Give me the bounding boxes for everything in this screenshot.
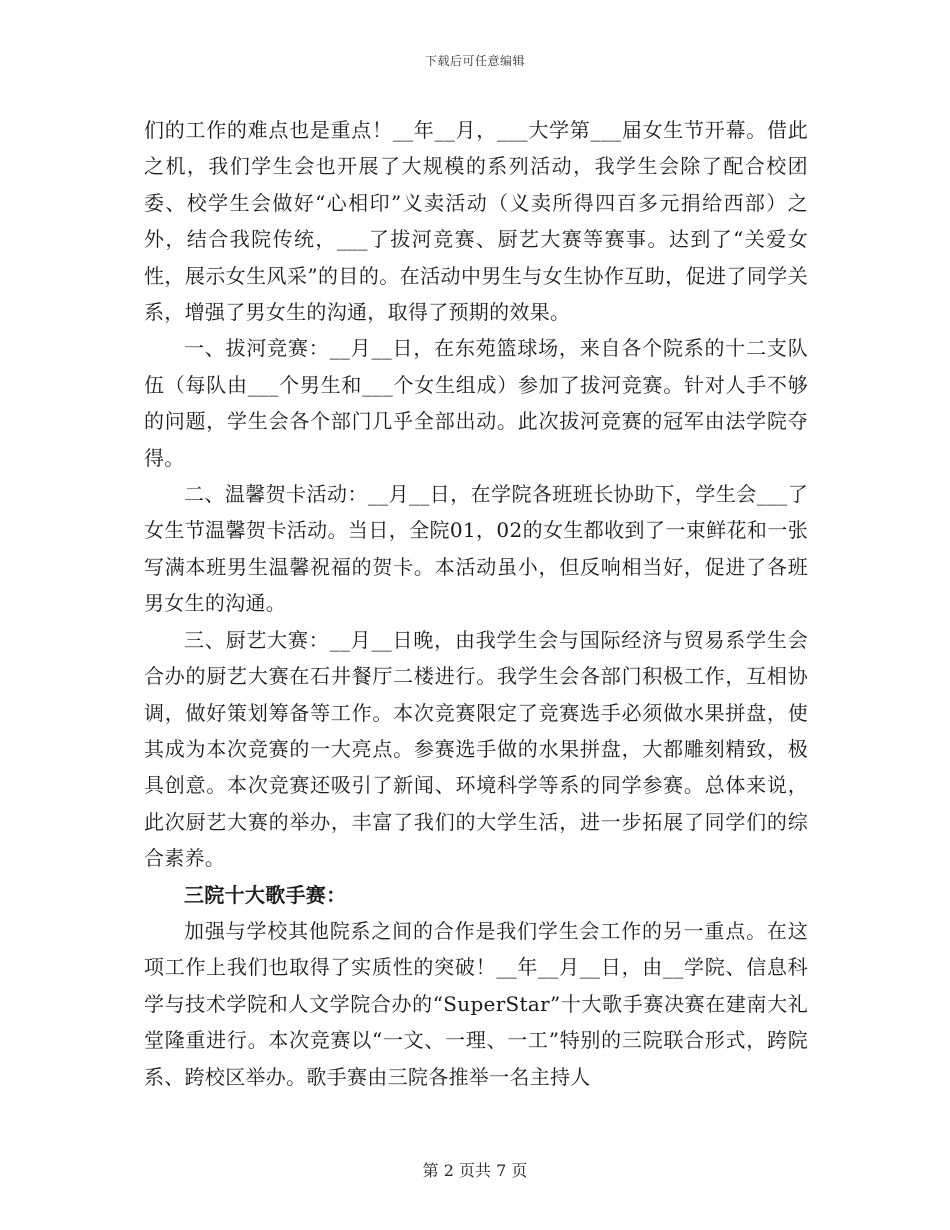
section-heading-singer-contest: 三院十大歌手赛： [184, 882, 347, 907]
paragraph-singer-contest: 加强与学校其他院系之间的合作是我们学生会工作的另一重点。在这项工作上我们也取得了实质性的突破！__年__月__日，由__学院、信息科学与技术学院和人文学院合办的“SuperStar”十大歌手赛决赛在建南大礼堂隆重进行。本次竞赛以“一文、一理、一工”特别的三院联合形式，跨院系、跨校区举办。歌手赛由三院各推举一名主持人 [144, 918, 808, 1089]
page-header: 下载后可任意编辑 [424, 54, 525, 68]
paragraph-cooking-contest: 三、厨艺大赛：__月__日晚，由我学生会与国际经济与贸易系学生会合办的厨艺大赛在石井餐厅二楼进行。我学生会各部门积极工作，互相协调，做好策划筹备等工作。本次竞赛限定了竞赛选手必须做水果拼盘，使其成为本次竞赛的一大亮点。参赛选手做的水果拼盘，大都雕刻精致，极具创意。本次竞赛还吸引了新闻、环境科学等系的同学参赛。总体来说，此次厨艺大赛的举办，丰富了我们的大学生活，进一步拓展了同学们的综合素养。 [144, 627, 808, 871]
paragraph-tug-of-war: 一、拔河竞赛：__月__日，在东苑篮球场，来自各个院系的十二支队伍（每队由___个男生和___个女生组成）参加了拔河竞赛。针对人手不够的问题，学生会各个部门几乎全部出动。此次拔河竞赛的冠军由法学院夺得。 [144, 336, 808, 470]
page-number: 第 2 页共 7 页 [422, 1161, 528, 1180]
paragraph-greeting-card: 二、温馨贺卡活动：__月__日，在学院各班班长协助下，学生会___了女生节温馨贺卡活动。当日，全院01，02的女生都收到了一束鲜花和一张写满本班男生温馨祝福的贺卡。本活动虽小，但反响相当好，促进了各班男女生的沟通。 [144, 482, 808, 616]
document-body [144, 112, 808, 1095]
paragraph-continuation: 们的工作的难点也是重点！__年__月，___大学第___届女生节开幕。借此之机，我们学生会也开展了大规模的系列活动，我学生会除了配合校团委、校学生会做好“心相印”义卖活动（义卖所得四百多元捐给西部）之外，结合我院传统，___了拔河竞赛、厨艺大赛等赛事。达到了“关爱女性，展示女生风采”的目的。在活动中男生与女生协作互助，促进了同学关系，增强了男女生的沟通，取得了预期的效果。 [144, 118, 808, 325]
